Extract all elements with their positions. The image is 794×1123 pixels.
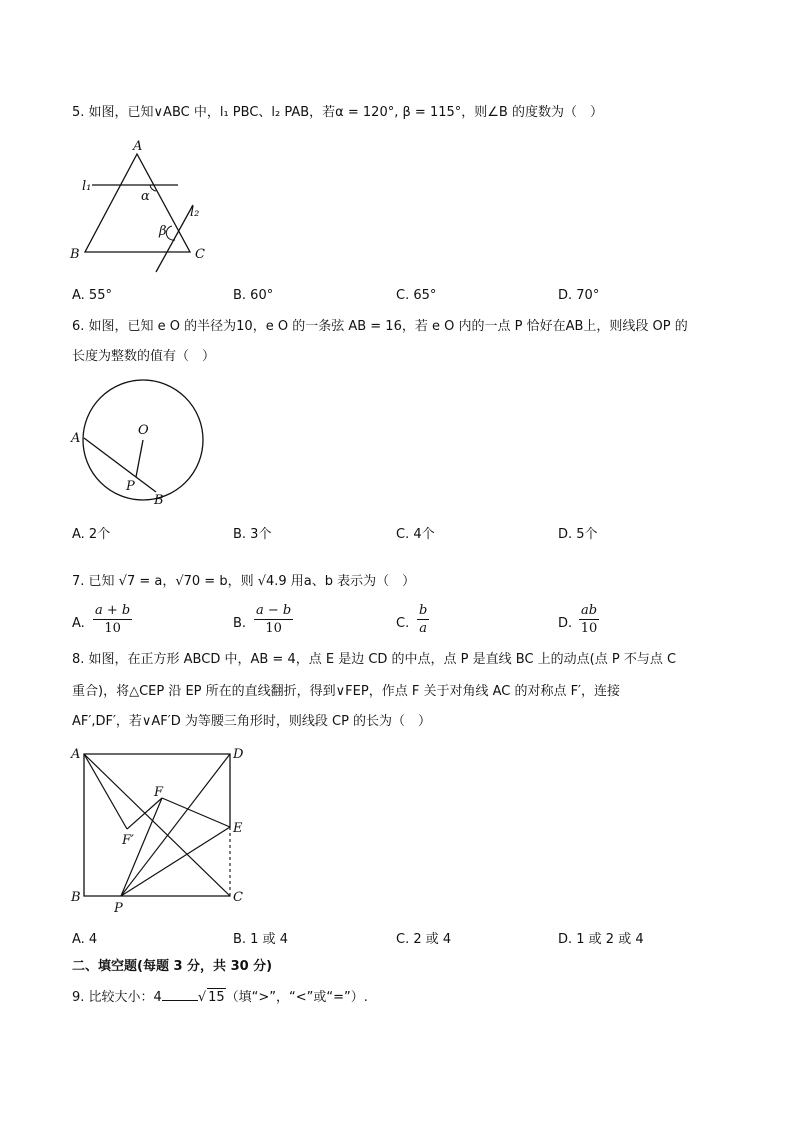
sqrt-icon: √	[197, 990, 207, 1005]
q6-option-b[interactable]: B. 3个	[233, 527, 272, 542]
q5-option-d[interactable]: D. 70°	[558, 288, 600, 303]
denominator: a	[419, 621, 428, 636]
q8-option-b[interactable]: B. 1 或 4	[233, 932, 288, 947]
q8-option-d[interactable]: D. 1 或 2 或 4	[558, 932, 644, 947]
q8-option-c[interactable]: C. 2 或 4	[396, 932, 452, 947]
segment-af1	[84, 754, 127, 829]
q8-option-a[interactable]: A. 4	[72, 932, 98, 947]
label-p: P	[114, 901, 123, 916]
q5-stem: 5. 如图，已知∨ABC 中，l₁ PBC、l₂ PAB，若α = 120°, β = 115°，则∠B 的度数为（ ）	[72, 105, 603, 120]
label-a: A	[71, 431, 81, 446]
numerator: ab	[581, 603, 598, 618]
q7-option-b-label[interactable]: B.	[233, 616, 247, 631]
q9-radicand: 15	[208, 990, 225, 1005]
label-l1: l₁	[82, 179, 92, 194]
segment-dp	[121, 754, 230, 896]
q5-option-b[interactable]: B. 60°	[233, 288, 274, 303]
q9-suffix: （填“>”，“<”或“=”）.	[225, 990, 368, 1005]
q6-option-a[interactable]: A. 2个	[72, 527, 111, 542]
q5-figure	[60, 134, 230, 274]
q8-stem-line2: 重合)，将△CEP 沿 EP 所在的直线翻折，得到∨FEP，作点 F 关于对角线 AC 的对称点 F′，连接	[72, 684, 621, 699]
q5-option-c[interactable]: C. 65°	[396, 288, 437, 303]
diagonal-ac	[84, 754, 230, 896]
label-b: B	[71, 890, 81, 905]
segment-op	[136, 440, 143, 477]
label-f-prime: F′	[122, 833, 134, 848]
q5-option-a[interactable]: A. 55°	[72, 288, 112, 303]
label-p: P	[126, 479, 135, 494]
q7-option-c-fraction[interactable]	[417, 603, 429, 636]
q6-option-c[interactable]: C. 4个	[396, 527, 435, 542]
q7-option-d-fraction[interactable]	[579, 603, 599, 636]
label-a: A	[133, 139, 143, 154]
numerator: a + b	[95, 603, 131, 618]
denominator: 10	[580, 621, 598, 636]
triangle-abc	[85, 154, 190, 252]
q8-stem-line3: AF′,DF′，若∨AF′D 为等腰三角形时，则线段 CP 的长为（ ）	[72, 714, 432, 729]
q6-figure	[66, 376, 206, 508]
denominator: 10	[265, 621, 282, 636]
q7-option-d-label[interactable]: D.	[558, 616, 573, 631]
label-beta: β	[159, 224, 167, 239]
q7-option-c-label[interactable]: C.	[396, 616, 410, 631]
q7-stem: 7. 已知 √7 = a，√70 = b，则 √4.9 用a、b 表示为（ ）	[72, 574, 416, 589]
section-title: 二、填空题(每题 3 分，共 30 分)	[72, 959, 273, 974]
segment-pe	[121, 827, 230, 896]
q6-stem-line1: 6. 如图，已知 e O 的半径为10，e O 的一条弦 AB = 16，若 e O 内的一点 P 恰好在AB上，则线段 OP 的	[72, 319, 688, 334]
label-e: E	[233, 821, 243, 836]
chord-ab	[84, 438, 156, 492]
q9-stem	[72, 988, 368, 1007]
label-c: C	[195, 247, 205, 262]
label-o: O	[138, 423, 149, 438]
q6-stem-line2: 长度为整数的值有（ ）	[72, 349, 216, 364]
numerator: a − b	[256, 603, 292, 618]
q9-prefix: 9. 比较大小：4	[72, 990, 162, 1005]
label-l2: l₂	[190, 205, 200, 220]
q7-option-b-fraction[interactable]	[254, 603, 293, 636]
label-b: B	[70, 247, 80, 262]
q6-option-d[interactable]: D. 5个	[558, 527, 598, 542]
q8-stem-line1: 8. 如图，在正方形 ABCD 中，AB = 4，点 E 是边 CD 的中点，点 P 是直线 BC 上的动点(点 P 不与点 C	[72, 652, 677, 667]
numerator: b	[419, 603, 428, 618]
label-f: F	[154, 785, 164, 800]
q9-answer-blank[interactable]	[162, 988, 198, 1001]
label-c: C	[233, 890, 243, 905]
label-alpha: α	[141, 189, 150, 204]
q7-option-a-fraction[interactable]	[93, 603, 132, 636]
label-b: B	[154, 493, 164, 508]
label-d: D	[233, 747, 244, 762]
label-a: A	[71, 747, 81, 762]
segment-fe	[162, 798, 230, 827]
angle-beta-arc	[166, 226, 175, 240]
denominator: 10	[104, 621, 121, 636]
q8-figure	[66, 742, 256, 918]
q7-option-a-label[interactable]: A.	[72, 616, 85, 631]
